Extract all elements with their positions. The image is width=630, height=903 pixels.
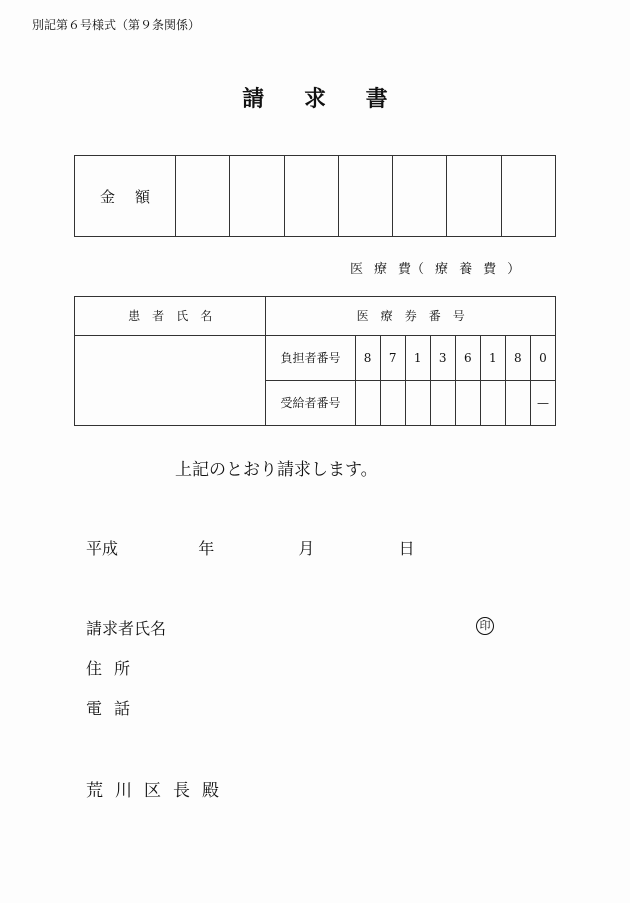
date-era: 平成 xyxy=(86,539,119,558)
amount-digit-box[interactable] xyxy=(338,156,392,237)
payer-digit: 8 xyxy=(505,335,530,380)
amount-digit-box[interactable] xyxy=(393,156,447,237)
addressee: 荒 川 区 長 殿 xyxy=(86,781,219,801)
address-label: 住 所 xyxy=(86,659,131,678)
amount-digit-box[interactable] xyxy=(501,156,555,237)
title-char-3: 書 xyxy=(365,86,388,112)
recipient-digit[interactable] xyxy=(405,380,430,425)
patient-table xyxy=(74,296,556,426)
payer-number-label: 負担者番号 xyxy=(266,335,355,380)
payer-digit: 7 xyxy=(380,335,405,380)
recipient-digit[interactable] xyxy=(380,380,405,425)
recipient-digit[interactable] xyxy=(480,380,505,425)
recipient-digit[interactable] xyxy=(455,380,480,425)
payer-digit: 3 xyxy=(430,335,455,380)
form-number: 別記第６号様式（第９条関係） xyxy=(32,18,201,32)
amount-digit-box[interactable] xyxy=(284,156,338,237)
amount-table xyxy=(74,155,556,237)
date-day-label: 日 xyxy=(398,539,415,558)
expense-type-note: 医 療 費（ 療 養 費 ） xyxy=(350,262,521,277)
patient-name-header: 患 者 氏 名 xyxy=(75,297,266,336)
phone-label: 電 話 xyxy=(86,699,131,718)
medical-ticket-header: 医 療 券 番 号 xyxy=(266,297,556,336)
amount-digit-box[interactable] xyxy=(176,156,230,237)
payer-digit: 8 xyxy=(355,335,380,380)
payer-digit: 0 xyxy=(530,335,555,380)
payer-digit: 6 xyxy=(455,335,480,380)
date-line xyxy=(86,536,415,559)
recipient-digit[interactable] xyxy=(355,380,380,425)
claimant-name-label: 請求者氏名 xyxy=(86,619,167,638)
document-title xyxy=(0,82,630,113)
amount-digit-box[interactable] xyxy=(230,156,284,237)
payer-digit: 1 xyxy=(480,335,505,380)
date-year-label: 年 xyxy=(198,539,215,558)
seal-icon: 印 xyxy=(476,617,494,635)
title-char-1: 請 xyxy=(242,86,265,112)
patient-name-field[interactable] xyxy=(75,335,266,425)
amount-digit-box[interactable] xyxy=(447,156,501,237)
recipient-digit[interactable] xyxy=(505,380,530,425)
recipient-digit[interactable]: — xyxy=(530,380,555,425)
request-statement: 上記のとおり請求します。 xyxy=(175,460,378,480)
title-char-2: 求 xyxy=(303,86,326,112)
payer-digit: 1 xyxy=(405,335,430,380)
amount-label: 金 額 xyxy=(75,156,176,237)
date-month-label: 月 xyxy=(298,539,315,558)
recipient-digit[interactable] xyxy=(430,380,455,425)
recipient-number-label: 受給者番号 xyxy=(266,380,355,425)
